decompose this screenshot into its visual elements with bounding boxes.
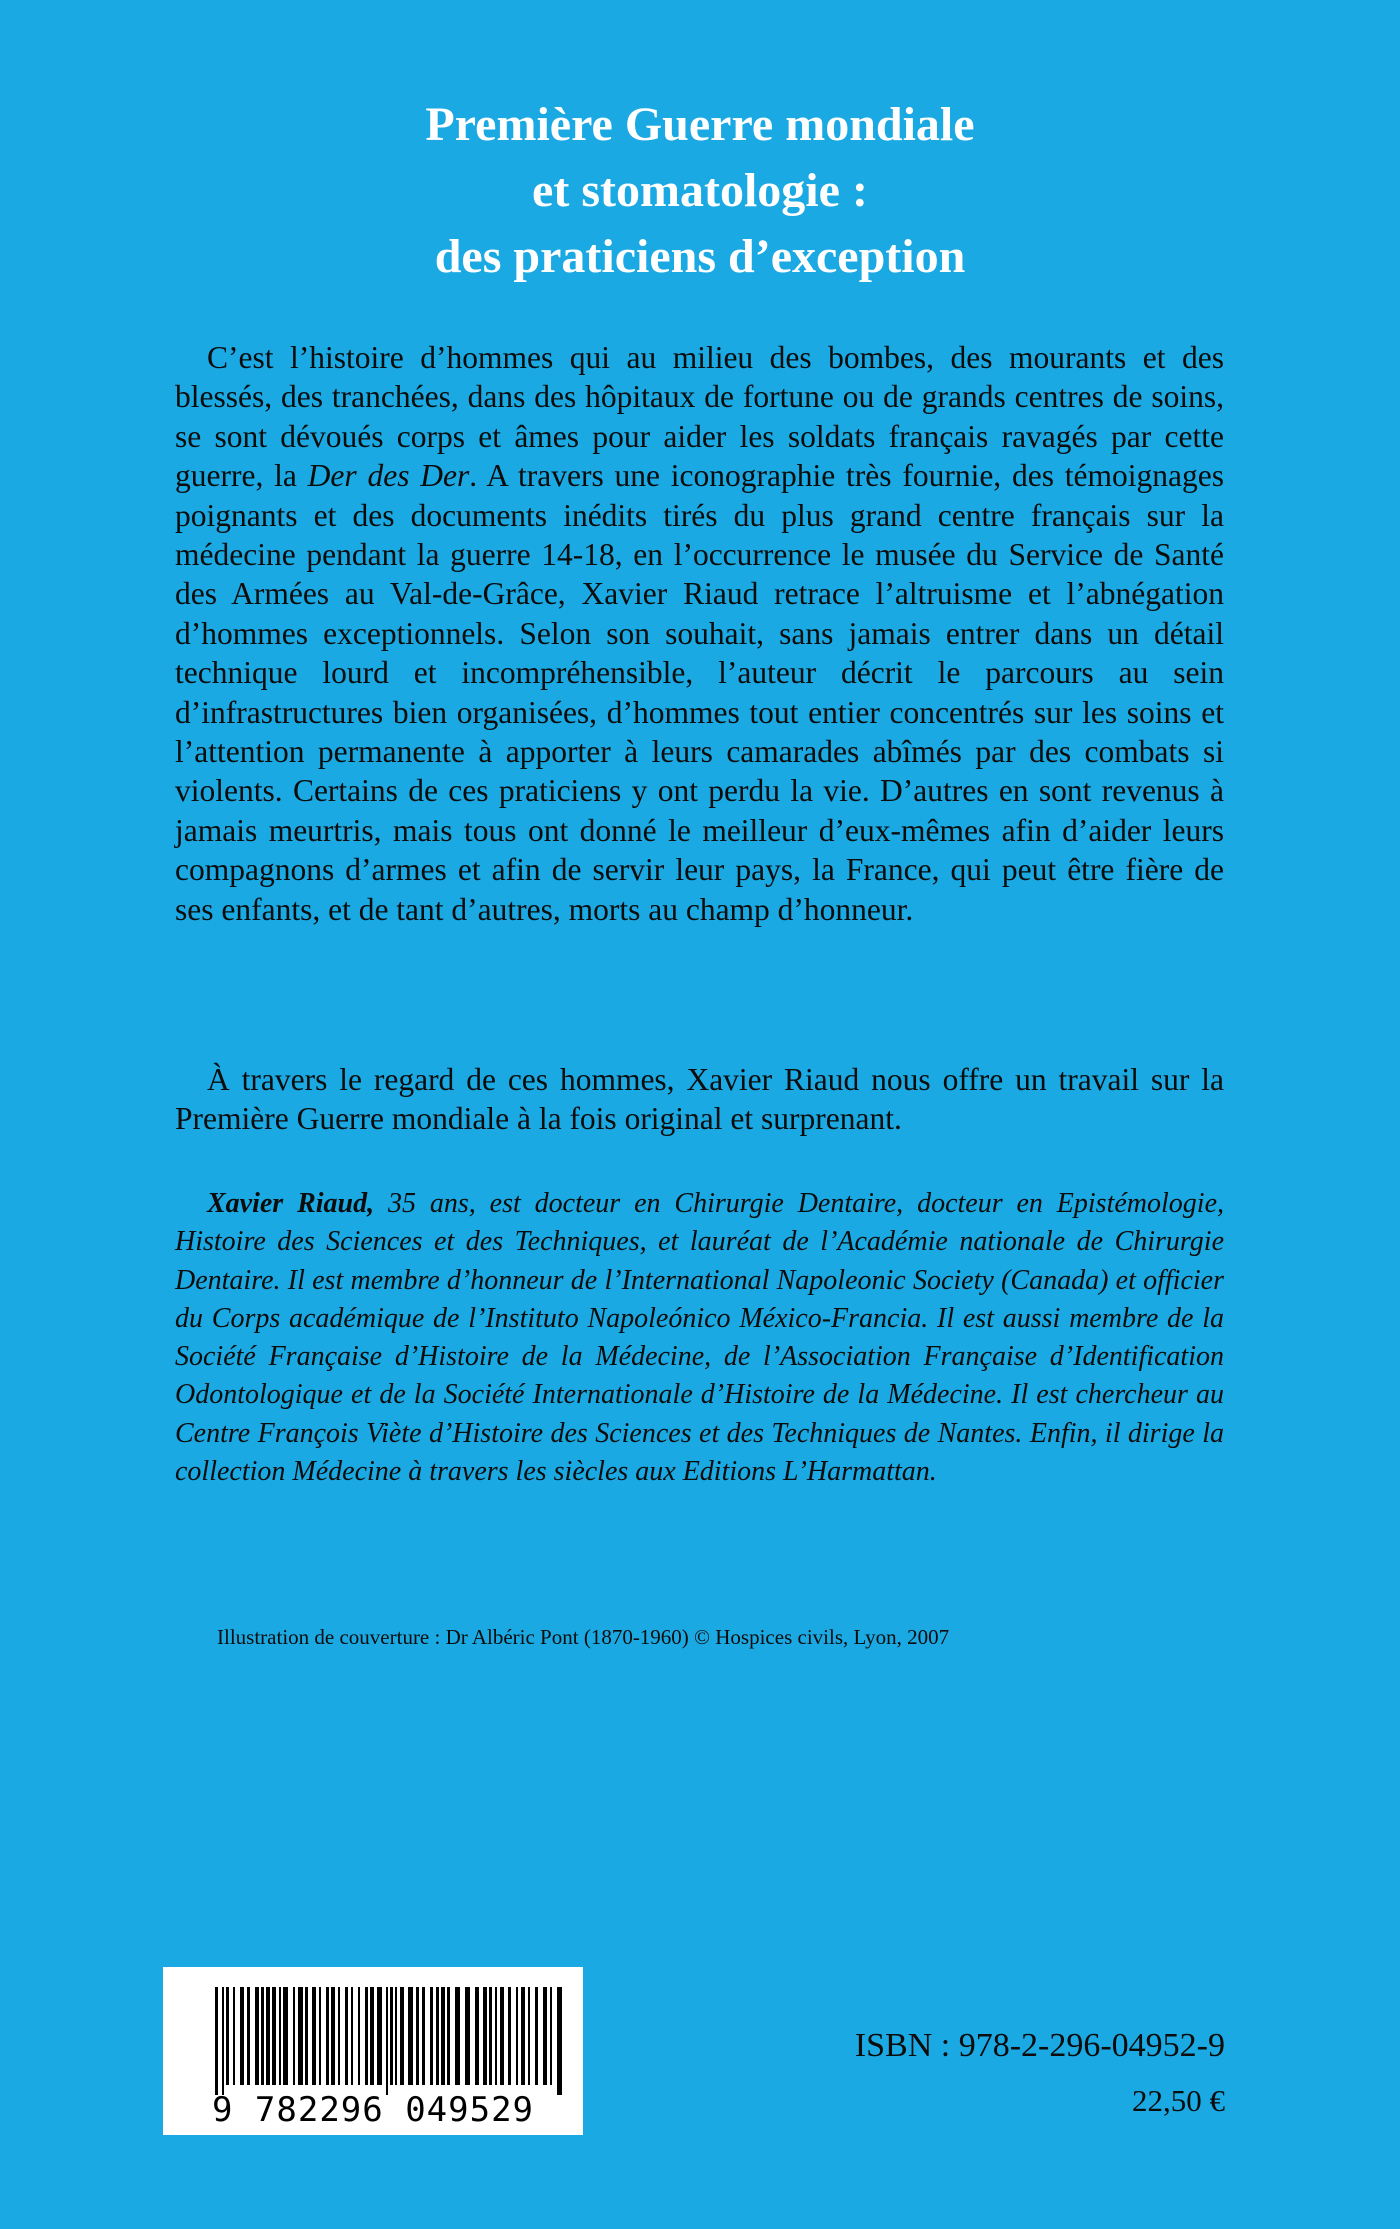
barcode-bar: [312, 1987, 316, 2085]
barcode-bar: [390, 1987, 393, 2085]
barcode-bar: [326, 1987, 329, 2085]
barcode-bar: [441, 1987, 445, 2085]
barcode-bar: [475, 1987, 479, 2085]
barcode-bar: [283, 1987, 288, 2085]
barcode-bar: [358, 1987, 360, 2085]
barcode-bar: [465, 1987, 470, 2085]
barcode-bar: [436, 1987, 439, 2085]
barcode-bar: [408, 1987, 413, 2085]
isbn: ISBN : 978-2-296-04952-9: [854, 2027, 1225, 2064]
barcode-bar: [319, 1987, 321, 2085]
barcode-bar: [489, 1987, 492, 2085]
barcode-bar: [255, 1987, 259, 2085]
barcode-bar: [266, 1987, 270, 2085]
barcode-bar: [226, 1987, 229, 2085]
title-line-2: et stomatologie :: [532, 164, 868, 217]
barcode-bar: [550, 1987, 552, 2085]
barcode-bar: [455, 1987, 460, 2085]
barcode-bar: [535, 1987, 538, 2085]
barcode-bar: [395, 1987, 397, 2085]
barcode-bar: [305, 1987, 308, 2085]
barcode-bar: [386, 1987, 388, 2095]
barcode-bar: [331, 1987, 335, 2085]
barcode-bar: [543, 1987, 547, 2085]
blurb-paragraph-1: [175, 338, 1224, 929]
cover-illustration-credit: Illustration de couverture : Dr Albéric Pont (1870-1960) © Hospices civils, Lyon, 2007: [217, 1625, 950, 1649]
barcode-bar: [508, 1987, 511, 2085]
barcode-bar: [528, 1987, 530, 2085]
barcode-bar: [338, 1987, 340, 2085]
blurb-emphasis: Der des Der: [307, 458, 470, 494]
barcode-bar: [365, 1987, 368, 2085]
barcode-bar: [215, 1987, 218, 2095]
blurb-paragraph-2: À travers le regard de ces hommes, Xavier Riaud nous offre un travail sur la Première Guerre mondiale à la fois original et surprenant.: [175, 1062, 1224, 1137]
author-bio-text: 35 ans, est docteur en Chirurgie Dentaire, docteur en Epistémologie, Histoire des Sciences et des Techniques, et lauréat de l’Académie nationale de Chirurgie Dentaire. Il est membre d’honneur de l’International Napoleonic Society (Canada) et officier du Corps académique de l’Instituto Napoleónico México-Francia. Il est aussi membre de la Société Française d’Histoire de la Médecine, de l’Association Française d’Identification Odontologique et de la Société Internationale d’Histoire de la Médecine. Il est chercheur au Centre François Viète d’Histoire des Sciences et des Techniques de Nantes. Enfin, il dirige la collection Médecine à travers les siècles aux Editions L’Harmattan.: [175, 1188, 1224, 1488]
barcode-bar: [422, 1987, 425, 2085]
barcode-bar: [430, 1987, 433, 2085]
barcode-bar: [272, 1987, 276, 2085]
barcode-bar: [240, 1987, 244, 2085]
title-line-1: Première Guerre mondiale: [425, 98, 975, 151]
blurb-text-before: C’est l’histoire d’hommes qui au milieu des bombes, des mourants et des blessés, des tranchées, dans des hôpitaux de fortune ou de grands centres de soins, se sont dévoués corps et âmes pour aider les soldats français ravagés par cette guerre, la: [175, 340, 1224, 494]
barcode-bar: [279, 1987, 281, 2085]
barcode-bar: [416, 1987, 419, 2085]
book-title: [0, 92, 1400, 290]
title-line-3: des praticiens d’exception: [434, 230, 966, 283]
barcode-bar: [521, 1987, 525, 2085]
author-bio: [175, 1185, 1224, 1491]
barcode-bar: [400, 1987, 404, 2085]
barcode-bar: [293, 1987, 295, 2085]
barcode-bar: [298, 1987, 303, 2085]
barcode-bar: [351, 1987, 353, 2085]
barcode-bar: [500, 1987, 504, 2085]
barcode-bar: [345, 1987, 348, 2085]
barcode: [163, 1967, 583, 2135]
blurb-text-after: . A travers une iconographie très fournie, des témoignages poignants et des documents inédits tirés du plus grand centre français sur la médecine pendant la guerre 14-18, en l’occurrence le musée du Service de Santé des Armées au Val-de-Grâce, Xavier Riaud retrace l’altruisme et l’abnégation d’hommes exceptionnels. Selon son souhait, sans jamais entrer dans un détail technique lourd et incompréhensible, l’auteur décrit le parcours au sein d’infrastructures bien organisées, d’hommes tout entier concentrés sur les soins et l’attention permanente à apporter à leurs camarades abîmés par des combats si violents. Certains de ces praticiens y ont perdu la vie. D’autres en sont revenus à jamais meurtris, mais tous ont donné le meilleur d’eux-mêmes afin d’aider leurs compagnons d’armes et afin de servir leur pays, la France, qui peut être fière de ses enfants, et de tant d’autres, morts au champ d’honneur.: [175, 458, 1224, 927]
price: 22,50 €: [1132, 2083, 1225, 2118]
barcode-bar: [370, 1987, 374, 2085]
author-name: Xavier Riaud,: [207, 1188, 375, 1219]
barcode-bar: [233, 1987, 235, 2085]
barcode-bar: [222, 1987, 224, 2095]
barcode-bar: [377, 1987, 382, 2085]
barcode-bar: [516, 1987, 518, 2085]
barcode-digits: 9 782296 049529: [211, 2090, 535, 2130]
barcode-bar: [495, 1987, 497, 2085]
barcode-bar: [447, 1987, 450, 2085]
barcode-bar: [261, 1987, 264, 2085]
barcode-bar: [483, 1987, 487, 2085]
barcode-bar: [247, 1987, 250, 2085]
barcode-bar: [557, 1987, 562, 2095]
